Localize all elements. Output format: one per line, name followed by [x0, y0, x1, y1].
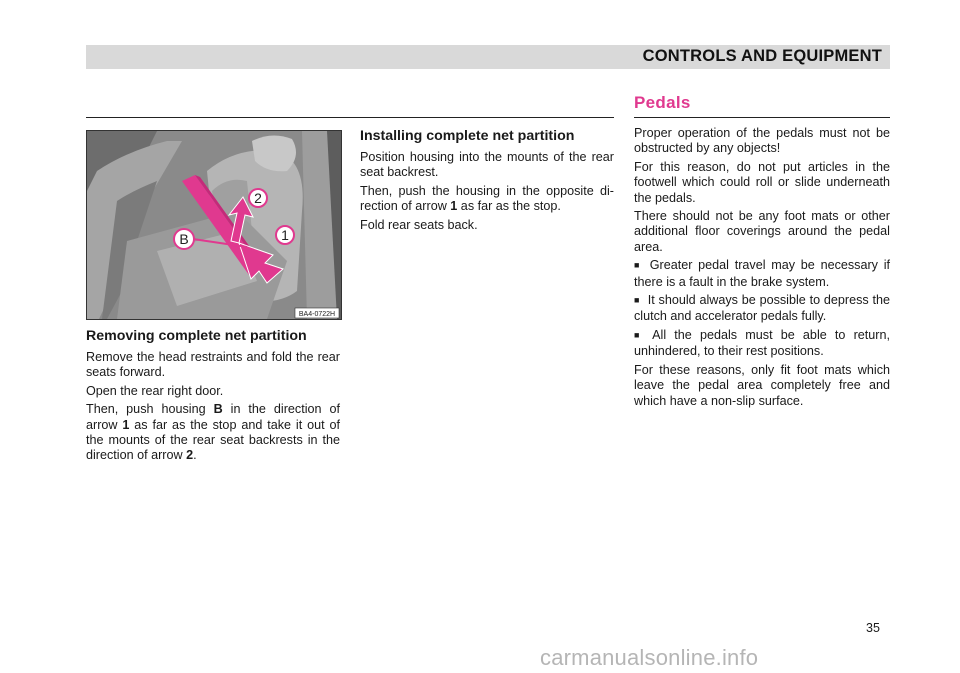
figure-code: BA4-0722H [298, 311, 336, 318]
right-rule [634, 117, 890, 118]
removing-heading: Removing complete net partition [86, 328, 307, 344]
header-bar [86, 45, 890, 69]
text: as far as the stop and take it out of the mounts of the rear seat backrests in the direction of arrow [86, 417, 340, 463]
seat-illustration-svg [87, 131, 341, 319]
bullet-1: ■ Greater pedal travel may be necessary if there is a fault in the brake system. [634, 258, 890, 290]
pedals-title: Pedals [634, 93, 691, 112]
bold-1: 1 [450, 199, 458, 214]
bullet-3: ■ All the pedals must be able to return, unhindered, to their rest positions. [634, 328, 890, 360]
middle-paragraph-1: Position housing into the mounts of the rear seat backrest. [360, 150, 614, 180]
right-paragraph-1: Proper operation of the pedals must not be obstructed by any objects! [634, 126, 890, 156]
bullet-2: ■ It should always be possible to depress the clutch and accelerator pedals fully. [634, 293, 890, 325]
text: in the direction of arrow [86, 402, 340, 432]
text: . [193, 448, 197, 463]
label-2: 2 [254, 190, 262, 206]
text: Then, push the housing in the opposite di-rection of arrow [360, 183, 614, 214]
right-paragraph-3: There should not be any foot mats or other additional floor coverings around the pedal area. [634, 209, 890, 254]
label-1: 1 [281, 227, 289, 243]
text: as far as the stop. [457, 199, 561, 214]
right-paragraph-4: For these reasons, only fit foot mats which leave the pedal area completely free and which have a non-slip surface. [634, 362, 890, 408]
page-header-title: CONTROLS AND EQUIPMENT [642, 47, 882, 65]
installing-heading: Installing complete net partition [360, 128, 575, 144]
seat-illustration [86, 130, 342, 320]
bold-2: 2 [186, 448, 194, 463]
bold-b: B [213, 402, 223, 417]
watermark: carmanualsonline.info [540, 645, 759, 670]
left-paragraph-2: Open the rear right door. [86, 383, 224, 398]
left-column [86, 328, 340, 467]
middle-paragraph-3: Fold rear seats back. [360, 217, 478, 232]
text: Then, push housing [86, 402, 214, 417]
middle-column [360, 128, 614, 236]
page-number: 35 [866, 621, 880, 635]
left-paragraph-3 [86, 402, 340, 464]
right-column [634, 126, 890, 412]
middle-paragraph-2 [360, 184, 614, 215]
right-paragraph-2: For this reason, do not put articles in the footwell which could roll or slide underneath the pedals. [634, 159, 890, 205]
left-paragraph-1: Remove the head restraints and fold the rear seats forward. [86, 350, 340, 380]
left-rule [86, 117, 614, 118]
bold-1: 1 [122, 417, 130, 432]
label-b: B [179, 231, 189, 247]
